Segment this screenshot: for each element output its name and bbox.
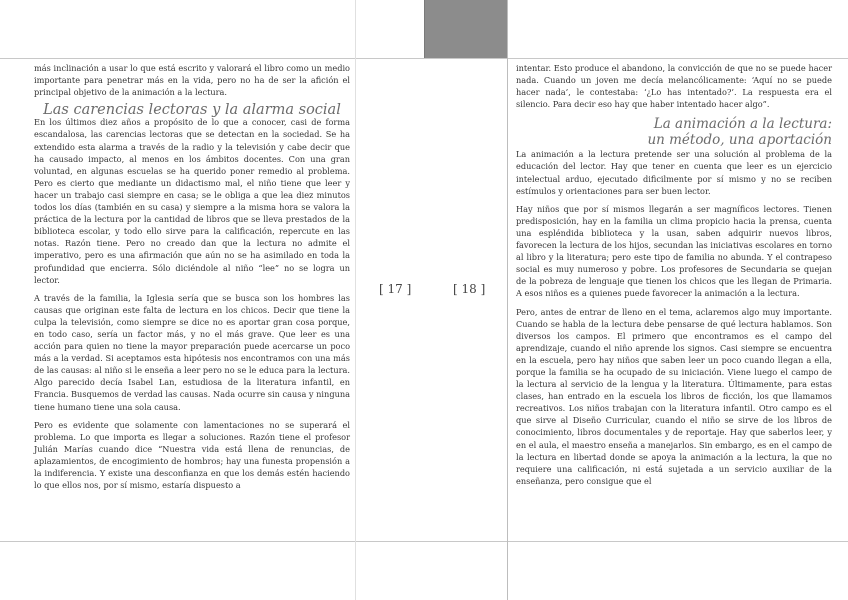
crop-line-top bbox=[0, 58, 848, 59]
crop-line-left bbox=[355, 0, 356, 600]
crop-line-right bbox=[507, 0, 508, 600]
right-heading-line-1: La animación a la lectura: bbox=[653, 116, 832, 133]
gutter-gray-block bbox=[424, 0, 507, 58]
right-paragraph-3: Pero, antes de entrar de lleno en el tema, aclaremos algo muy importante. Cuando se habla de la lectura debe pensarse de qué lectura hablamos. Son diversos los campos. El primero que encontramos es el campo del aprendizaje, cuando el niño aprende los signos. Casi siempre se encuentra en la escuela, pero hay niños que saben leer un poco cuando llegan a ella, porque la familia se ha ocupado de su iniciación. Viene luego el campo de la lectura al servicio de la lengua y la literatura. Últimamente, para estas clases, han entrado en la escuela los libros de ficción, los que llamamos recreativos. Los niños trabajan con la literatura infantil. Otro campo es el que sirve al Diseño Curricular, cuando el niño se sirve de los libros de conocimiento, libros documentales y de reportaje. Hay que saberlos leer, y en el aula, el maestro enseña a manejarlos. Sin embargo, es en el campo de la lectura en libertad donde se apoya la animación a la lectura, la que no requiere una calificación, ni está sujetada a un servicio auxiliar de la enseñanza, pero consigue que el bbox=[516, 306, 832, 486]
left-page bbox=[34, 62, 350, 497]
right-paragraph-1: La animación a la lectura pretende ser una solución al problema de la educación del lector. Hay que tener en cuenta que leer es un ejercicio intelectual arduo, ejecutado dificilmente por sí mismo y no se reciben estímulos y orientaciones para ser buen lector. bbox=[516, 149, 832, 196]
page-number-left: [ 17 ] bbox=[379, 282, 412, 296]
right-page bbox=[516, 62, 832, 493]
page-number-right: [ 18 ] bbox=[453, 282, 486, 296]
right-intro-paragraph: intentar. Esto produce el abandono, la convicción de que no se puede hacer nada. Cuando un joven me decía melancólicamente: ‘Aquí no se puede hacer nada’, le contestaba: ‘¿Lo has intentado?’. La respuesta era el silencio. Para decir eso hay que haber intentado hacer algo”. bbox=[516, 63, 832, 110]
left-section-heading: Las carencias lectoras y la alarma social bbox=[43, 102, 341, 119]
right-section-heading bbox=[516, 116, 832, 148]
left-paragraph-1: En los últimos diez años a propósito de lo que a conocer, casi de forma escandalosa, las carencias lectoras que se detectan en la sociedad. Se ha extendido esta alarma a través de la radio y la televisión y cabe decir que ha causado impacto, al menos en los ámbitos docentes. Con una gran voluntad, en algunas escuelas se ha querido poner remedio al problema. Pero es cierto que mediante un didactismo mal, el niño tiene que leer y hacer un trabajo casi siempre en casa; se le obliga a que lea diez minutos todos los días (también en su casa) y siempre a la misma hora se valora la práctica de la lectura por la cantidad de libros que se lleva prestados de la biblioteca escolar, y todo ello sirve para la calificación, repercute en las notas. Razón tiene. Pero no creado dan que la lectura no admite el imperativo, pero es una afirmación que aún no se ha asimilado en toda la profundidad que encierra. Sólo diciéndole al niño “lee” no se logra un lector. bbox=[34, 117, 350, 285]
crop-line-center bbox=[424, 0, 425, 58]
left-intro-paragraph: más inclinación a usar lo que está escrito y valorará el libro como un medio importante para penetrar más en la vida, pero no ha de ser la afición el principal objetivo de la animación a la lectura. bbox=[34, 63, 350, 98]
crop-line-bottom bbox=[0, 541, 848, 542]
right-heading-line-2: un método, una aportación bbox=[647, 132, 832, 149]
right-paragraph-2: Hay niños que por sí mismos llegarán a ser magníficos lectores. Tienen predisposición, hay en la familia un clima propicio hacia la prensa, cuenta una espléndida biblioteca y la usan, saben adquirir nuevos libros, favorecen la lectura de los hijos, secundan las iniciativas escolares en torno al libro y la literatura; pero este tipo de familia no abunda. Y el contrapeso social es muy numeroso y pobre. Los profesores de Secundaria se quejan de la pobreza de lenguaje que tienen los chicos que les llegan de Primaria. A esos niños es a quienes puede favorecer la animación a la lectura. bbox=[516, 203, 832, 299]
left-paragraph-3: Pero es evidente que solamente con lamentaciones no se superará el problema. Lo que importa es llegar a soluciones. Razón tiene el profesor Julián Marías cuando dice “Nuestra vida está llena de renuncias, de aplazamientos, de encogimiento de hombros; hay una funesta propensión a la indiferencia. Y existe una desconfianza en que los demás estén haciendo lo que ellos nos, por sí mismo, estaría dispuesto a bbox=[34, 419, 350, 491]
left-paragraph-2: A través de la familia, la Iglesia sería que se busca son los hombres las causas que originan este falta de lectura en los chicos. Decir que tiene la culpa la televisión, como siempre se dice no es aportar gran cosa porque, en todo caso, sería un factor más, y no el más grave. Que leer es una acción para quien no tiene la mayor preparación puede acercarse un poco más a la verdad. Si aceptamos esta hipótesis nos encontramos con una más de las causas: al niño si le enseña a leer pero no se le educa para la lectura. Algo parecido decía Isabel Lan, estudiosa de la literatura infantil, en Francia. Busquemos de verdad las causas. Nada ocurre sin causa y ninguna tiene humano tiene una sola causa. bbox=[34, 292, 351, 412]
